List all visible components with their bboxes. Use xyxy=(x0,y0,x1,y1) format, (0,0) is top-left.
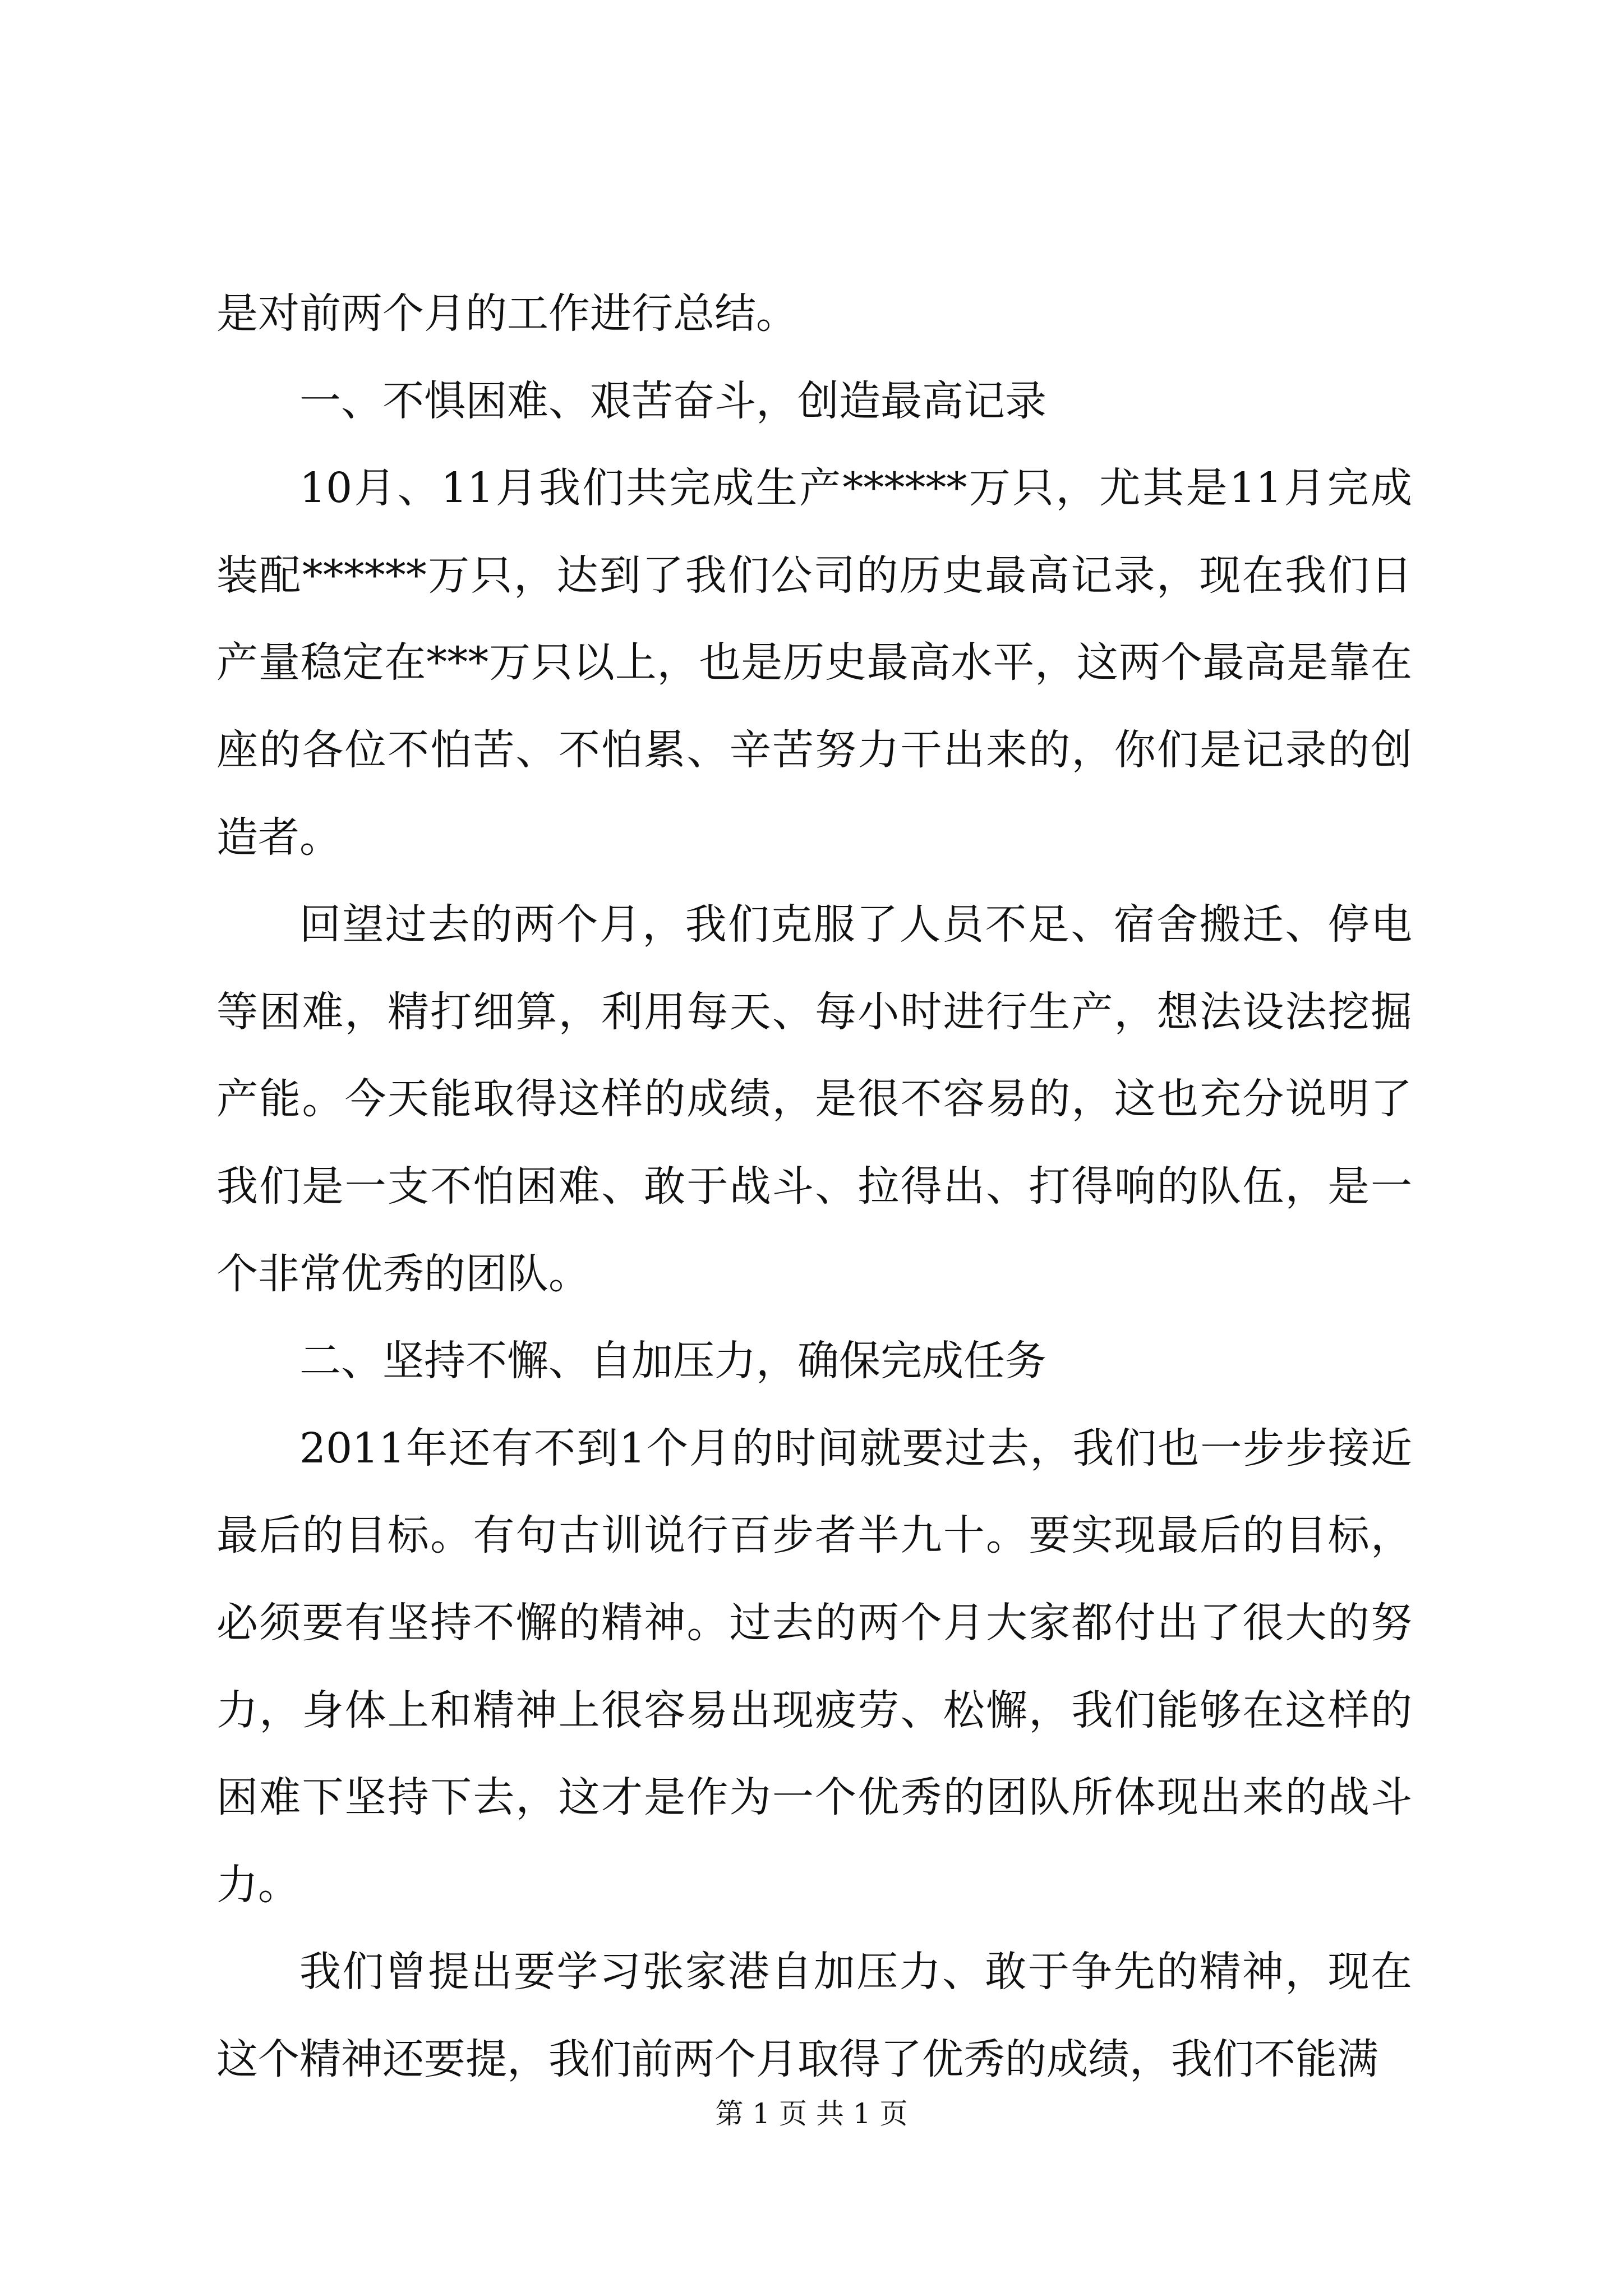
paragraph-production-record: 10月、11月我们共完成生产******万只，尤其是11月完成装配******万只，达到了我们公司的历史最高记录，现在我们日产量稳定在***万只以上，也是历史最高水平，这两个最高是靠在座的各位不怕苦、不怕累、辛苦努力干出来的，你们是记录的创造者。 xyxy=(216,464,1412,862)
paragraph-goal: 2011年还有不到1个月的时间就要过去，我们也一步步接近最后的目标。有句古训说行百步者半九十。要实现最后的目标，必须要有坚持不懈的精神。过去的两个月大家都付出了很大的努力，身体上和精神上很容易出现疲劳、松懈，我们能够在这样的困难下坚持下去，这才是作为一个优秀的团队所体现出来的战斗力。 xyxy=(216,1424,1412,1909)
section-heading-2: 二、坚持不懈、自加压力，确保完成任务 xyxy=(299,1337,1046,1386)
paragraph-spirit: 我们曾提出要学习张家港自加压力、敢于争先的精神，现在这个精神还要提，我们前两个月取得了优秀的成绩，我们不能满 xyxy=(216,1948,1412,2083)
section-heading-1: 一、不惧困难、艰苦奋斗，创造最高记录 xyxy=(299,376,1046,425)
page-footer: 第 1 页 共 1 页 xyxy=(715,2097,908,2130)
paragraph-review: 回望过去的两个月，我们克服了人员不足、宿舍搬迁、停电等困难，精打细算，利用每天、每小时进行生产，想法设法挖掘产能。今天能取得这样的成绩，是很不容易的，这也充分说明了我们是一支不怕困难、敢于战斗、拉得出、打得响的队伍，是一个非常优秀的团队。 xyxy=(216,900,1412,1298)
paragraph-intro-continuation: 是对前两个月的工作进行总结。 xyxy=(216,289,797,338)
document-body xyxy=(216,270,1412,2103)
